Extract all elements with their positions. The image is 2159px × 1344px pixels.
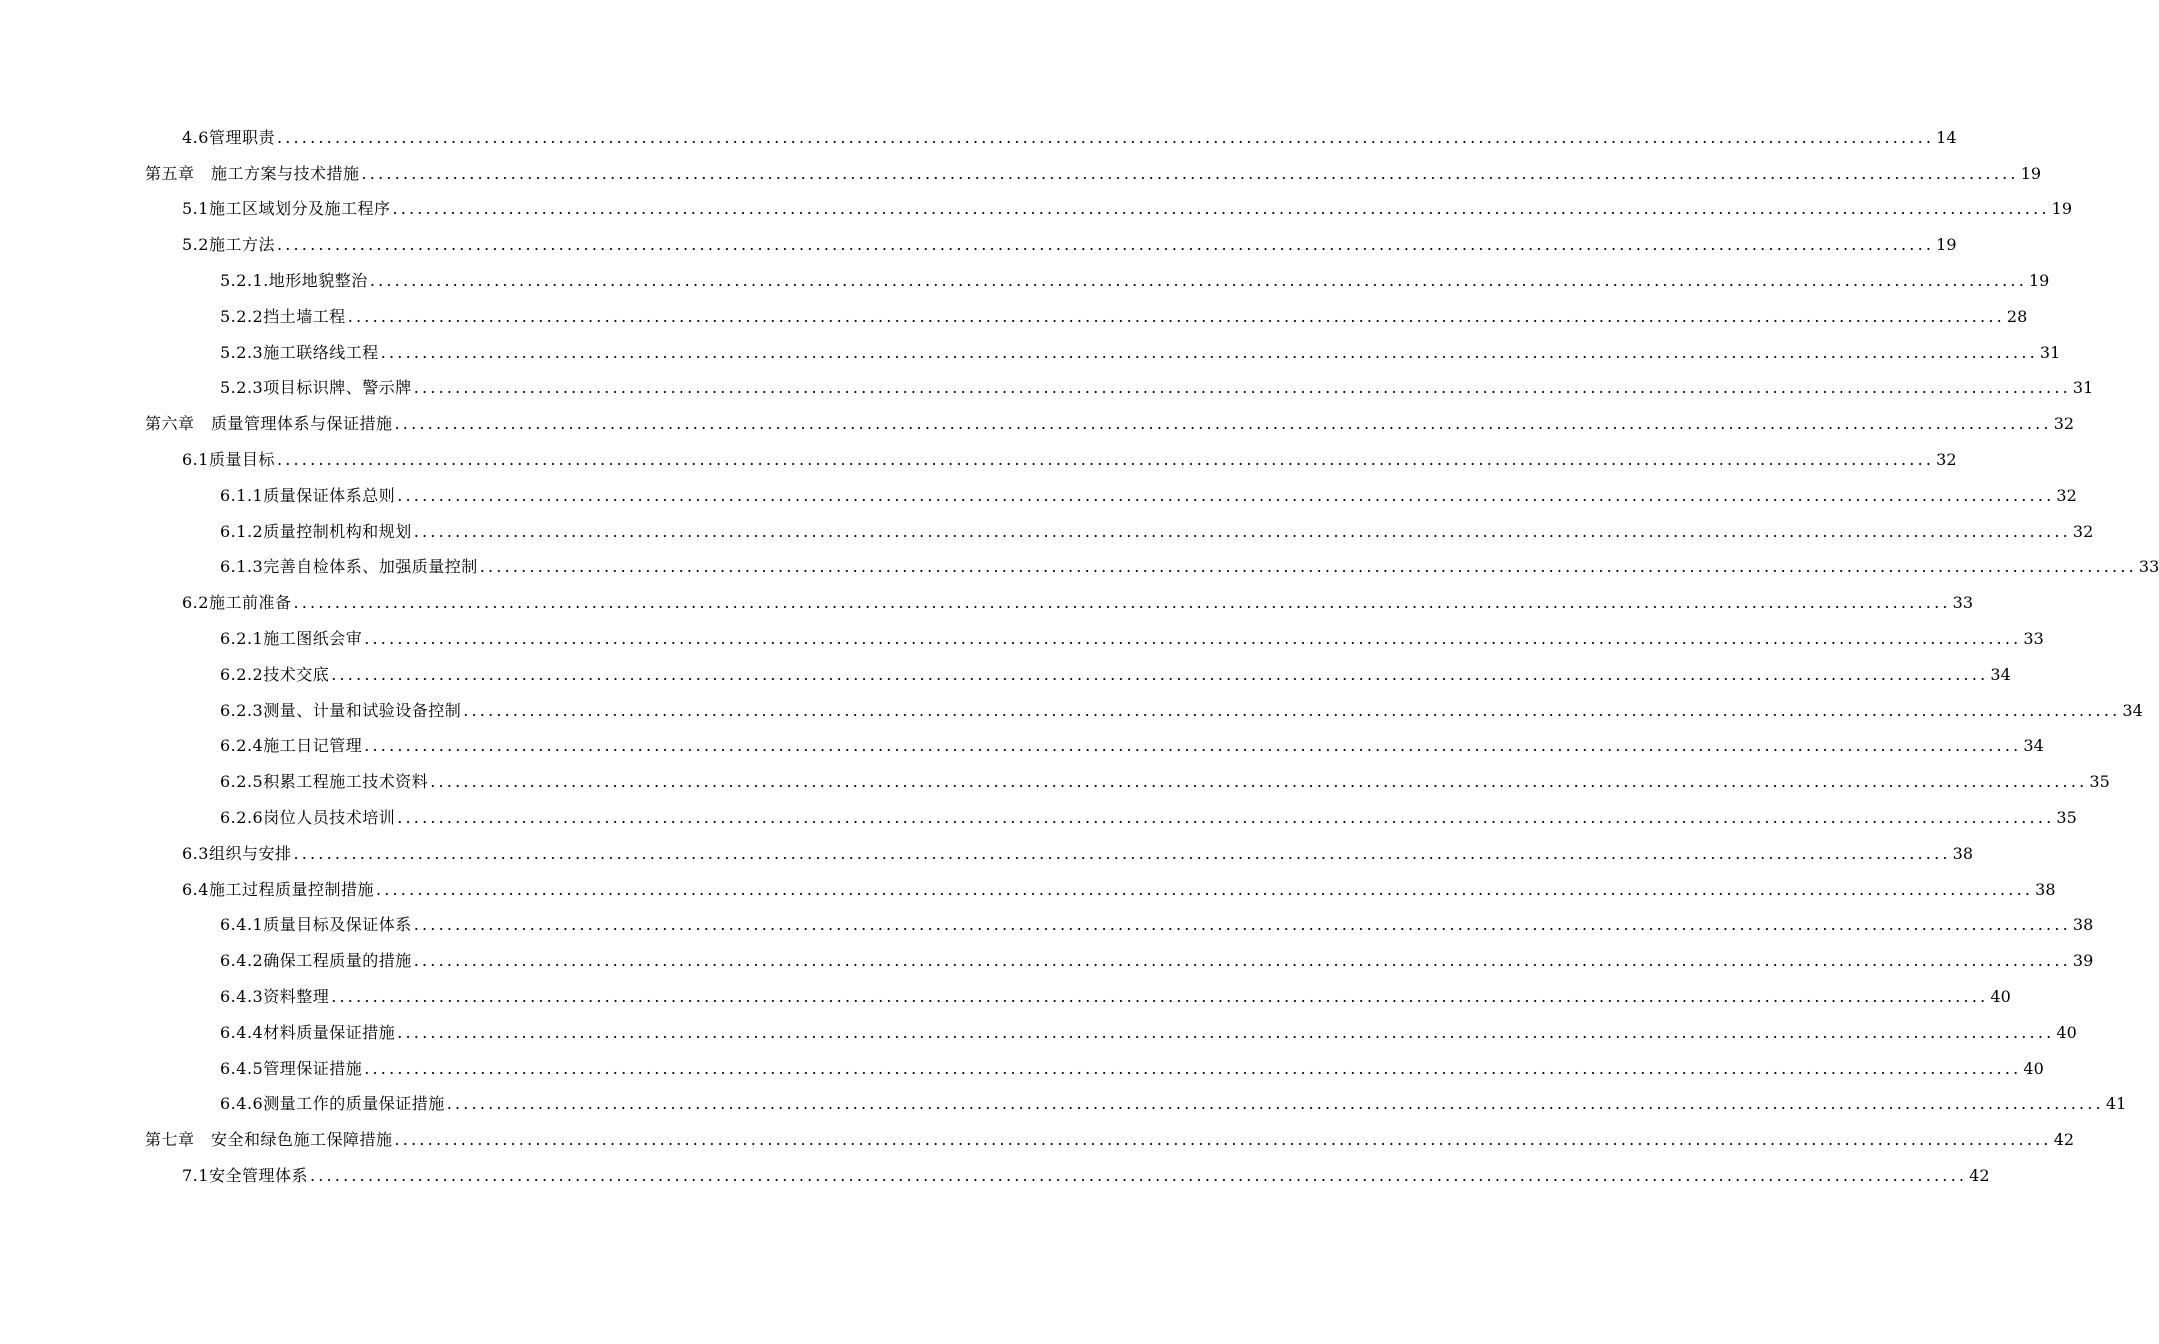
toc-entry[interactable] (0, 585, 1973, 621)
toc-entry-title: 6.3组织与安排 (182, 843, 292, 863)
toc-entry-page-number: 33 (1952, 593, 1973, 613)
toc-dot-leader: ........................................................................................................................................................................................................ (276, 127, 1935, 147)
toc-entry-title: 5.2.3项目标识牌、警示牌 (220, 378, 412, 398)
toc-entry[interactable] (0, 120, 1957, 156)
toc-dot-leader: ........................................................................................................................................................................................................ (413, 915, 2071, 935)
toc-entry-title: 6.4.2确保工程质量的措施 (220, 951, 412, 971)
toc-entry[interactable] (0, 1122, 2075, 1158)
toc-entry[interactable] (0, 442, 1957, 478)
toc-entry[interactable] (0, 657, 2011, 693)
toc-entry-title: 5.2.3施工联络线工程 (220, 342, 379, 362)
toc-dot-leader: ........................................................................................................................................................................................................ (413, 521, 2071, 541)
toc-dot-leader: ........................................................................................................................................................................................................ (446, 1094, 2104, 1114)
table-of-contents (0, 120, 2159, 1194)
toc-entry-page-number: 33 (2138, 557, 2159, 577)
toc-entry-page-number: 38 (2035, 879, 2056, 899)
toc-entry-title: 6.4施工过程质量控制措施 (182, 879, 374, 899)
toc-entry-page-number: 34 (2023, 736, 2044, 756)
toc-dot-leader: ........................................................................................................................................................................................................ (397, 808, 2055, 828)
toc-entry-title: 5.2.2挡土墙工程 (220, 306, 346, 326)
toc-entry[interactable] (0, 943, 2094, 979)
toc-entry-title: 6.4.5管理保证措施 (220, 1058, 363, 1078)
toc-entry-title: 6.2.5积累工程施工技术资料 (220, 772, 429, 792)
toc-entry-page-number: 34 (1990, 664, 2011, 684)
toc-entry[interactable] (0, 872, 2056, 908)
toc-entry-page-number: 40 (2023, 1058, 2044, 1078)
toc-entry-page-number: 32 (2072, 521, 2094, 541)
toc-entry-page-number: 38 (1952, 843, 1973, 863)
toc-entry-title: 第六章 质量管理体系与保证措施 (145, 414, 393, 434)
toc-dot-leader: ........................................................................................................................................................................................................ (364, 736, 2022, 756)
toc-entry-page-number: 31 (2072, 378, 2094, 398)
toc-entry-page-number: 39 (2072, 951, 2094, 971)
toc-dot-leader: ........................................................................................................................................................................................................ (413, 378, 2071, 398)
toc-entry[interactable] (0, 406, 2075, 442)
toc-entry-page-number: 14 (1936, 127, 1957, 147)
toc-entry-page-number: 19 (2020, 163, 2042, 183)
toc-dot-leader: ........................................................................................................................................................................................................ (397, 485, 2055, 505)
toc-entry-title: 6.2.1施工图纸会审 (220, 629, 363, 649)
toc-dot-leader: ........................................................................................................................................................................................................ (394, 1130, 2052, 1150)
toc-entry-page-number: 42 (1969, 1166, 1990, 1185)
toc-dot-leader: ........................................................................................................................................................................................................ (369, 271, 2027, 291)
toc-dot-leader: ........................................................................................................................................................................................................ (392, 199, 2050, 219)
toc-entry-title: 5.2.1.地形地貌整治 (220, 271, 368, 291)
toc-dot-leader: ........................................................................................................................................................................................................ (331, 664, 1989, 684)
toc-entry[interactable] (0, 299, 2028, 335)
toc-entry[interactable] (0, 1087, 2127, 1123)
toc-entry-page-number: 32 (2056, 485, 2077, 505)
toc-entry-page-number: 40 (1990, 987, 2011, 1007)
toc-entry-page-number: 19 (2029, 271, 2050, 291)
toc-entry[interactable] (0, 800, 2077, 836)
toc-entry-page-number: 40 (2056, 1022, 2077, 1042)
toc-dot-leader: ........................................................................................................................................................................................................ (479, 557, 2137, 577)
toc-entry-title: 6.2.3测量、计量和试验设备控制 (220, 700, 462, 720)
toc-entry[interactable] (0, 979, 2011, 1015)
toc-entry[interactable] (0, 1158, 1990, 1194)
toc-dot-leader: ........................................................................................................................................................................................................ (394, 414, 2052, 434)
toc-entry[interactable] (0, 836, 1973, 872)
toc-entry-page-number: 38 (2072, 915, 2094, 935)
toc-entry[interactable] (0, 693, 2143, 729)
toc-entry-title: 6.4.4材料质量保证措施 (220, 1022, 396, 1042)
toc-entry[interactable] (0, 729, 2044, 765)
toc-dot-leader: ........................................................................................................................................................................................................ (276, 235, 1935, 255)
toc-dot-leader: ........................................................................................................................................................................................................ (463, 700, 2121, 720)
toc-entry-page-number: 42 (2053, 1130, 2075, 1150)
toc-dot-leader: ........................................................................................................................................................................................................ (331, 987, 1989, 1007)
toc-dot-leader: ........................................................................................................................................................................................................ (293, 843, 1951, 863)
toc-entry[interactable] (0, 335, 2061, 371)
toc-dot-leader: ........................................................................................................................................................................................................ (375, 879, 2034, 899)
toc-entry[interactable] (0, 764, 2110, 800)
toc-entry-title: 6.1质量目标 (182, 450, 275, 470)
toc-dot-leader: ........................................................................................................................................................................................................ (430, 772, 2088, 792)
toc-dot-leader: ........................................................................................................................................................................................................ (361, 163, 2019, 183)
toc-dot-leader: ........................................................................................................................................................................................................ (397, 1022, 2055, 1042)
toc-dot-leader: ........................................................................................................................................................................................................ (293, 593, 1951, 613)
toc-entry-title: 6.2.4施工日记管理 (220, 736, 363, 756)
toc-entry-page-number: 35 (2056, 808, 2077, 828)
toc-entry-title: 6.2.2技术交底 (220, 664, 330, 684)
toc-entry-title: 6.1.2质量控制机构和规划 (220, 521, 412, 541)
toc-entry-page-number: 41 (2105, 1094, 2127, 1114)
toc-entry-title: 6.1.1质量保证体系总则 (220, 485, 396, 505)
toc-entry[interactable] (0, 1051, 2044, 1087)
toc-entry[interactable] (0, 192, 2072, 228)
toc-entry[interactable] (0, 156, 2042, 192)
toc-entry-page-number: 32 (1936, 450, 1957, 470)
toc-entry-page-number: 19 (1936, 235, 1957, 255)
toc-dot-leader: ........................................................................................................................................................................................................ (347, 306, 2005, 326)
toc-entry-page-number: 35 (2089, 772, 2110, 792)
toc-entry-page-number: 19 (2051, 199, 2072, 219)
toc-entry-title: 6.4.6测量工作的质量保证措施 (220, 1094, 445, 1114)
toc-dot-leader: ........................................................................................................................................................................................................ (380, 342, 2038, 362)
toc-entry-page-number: 31 (2039, 342, 2061, 362)
toc-entry-title: 4.6管理职责 (182, 127, 275, 147)
toc-entry-page-number: 33 (2023, 629, 2044, 649)
toc-entry[interactable] (0, 514, 2094, 550)
toc-entry-title: 7.1安全管理体系 (182, 1166, 308, 1185)
toc-entry[interactable] (0, 263, 2050, 299)
toc-entry-title: 6.1.3完善自检体系、加强质量控制 (220, 557, 478, 577)
toc-entry-title: 6.2施工前准备 (182, 593, 292, 613)
toc-dot-leader: ........................................................................................................................................................................................................ (413, 951, 2071, 971)
toc-entry-title: 第五章 施工方案与技术措施 (145, 163, 360, 183)
toc-entry[interactable] (0, 478, 2077, 514)
toc-dot-leader: ........................................................................................................................................................................................................ (364, 629, 2022, 649)
toc-entry[interactable] (0, 908, 2094, 944)
toc-entry-title: 6.4.1质量目标及保证体系 (220, 915, 412, 935)
toc-entry-title: 5.1施工区域划分及施工程序 (182, 199, 391, 219)
toc-entry-page-number: 28 (2006, 306, 2028, 326)
toc-entry[interactable] (0, 621, 2044, 657)
toc-entry-title: 5.2施工方法 (182, 235, 275, 255)
toc-entry-title: 6.4.3资料整理 (220, 987, 330, 1007)
toc-dot-leader: ........................................................................................................................................................................................................ (364, 1058, 2022, 1078)
toc-dot-leader: ........................................................................................................................................................................................................ (309, 1166, 1968, 1185)
toc-entry-page-number: 34 (2122, 700, 2143, 720)
toc-entry[interactable] (0, 550, 2159, 586)
toc-dot-leader: ........................................................................................................................................................................................................ (276, 450, 1935, 470)
toc-entry[interactable] (0, 227, 1957, 263)
toc-entry-page-number: 32 (2053, 414, 2075, 434)
toc-entry[interactable] (0, 371, 2094, 407)
toc-entry[interactable] (0, 1015, 2077, 1051)
toc-entry-title: 第七章 安全和绿色施工保障措施 (145, 1130, 393, 1150)
toc-entry-title: 6.2.6岗位人员技术培训 (220, 808, 396, 828)
